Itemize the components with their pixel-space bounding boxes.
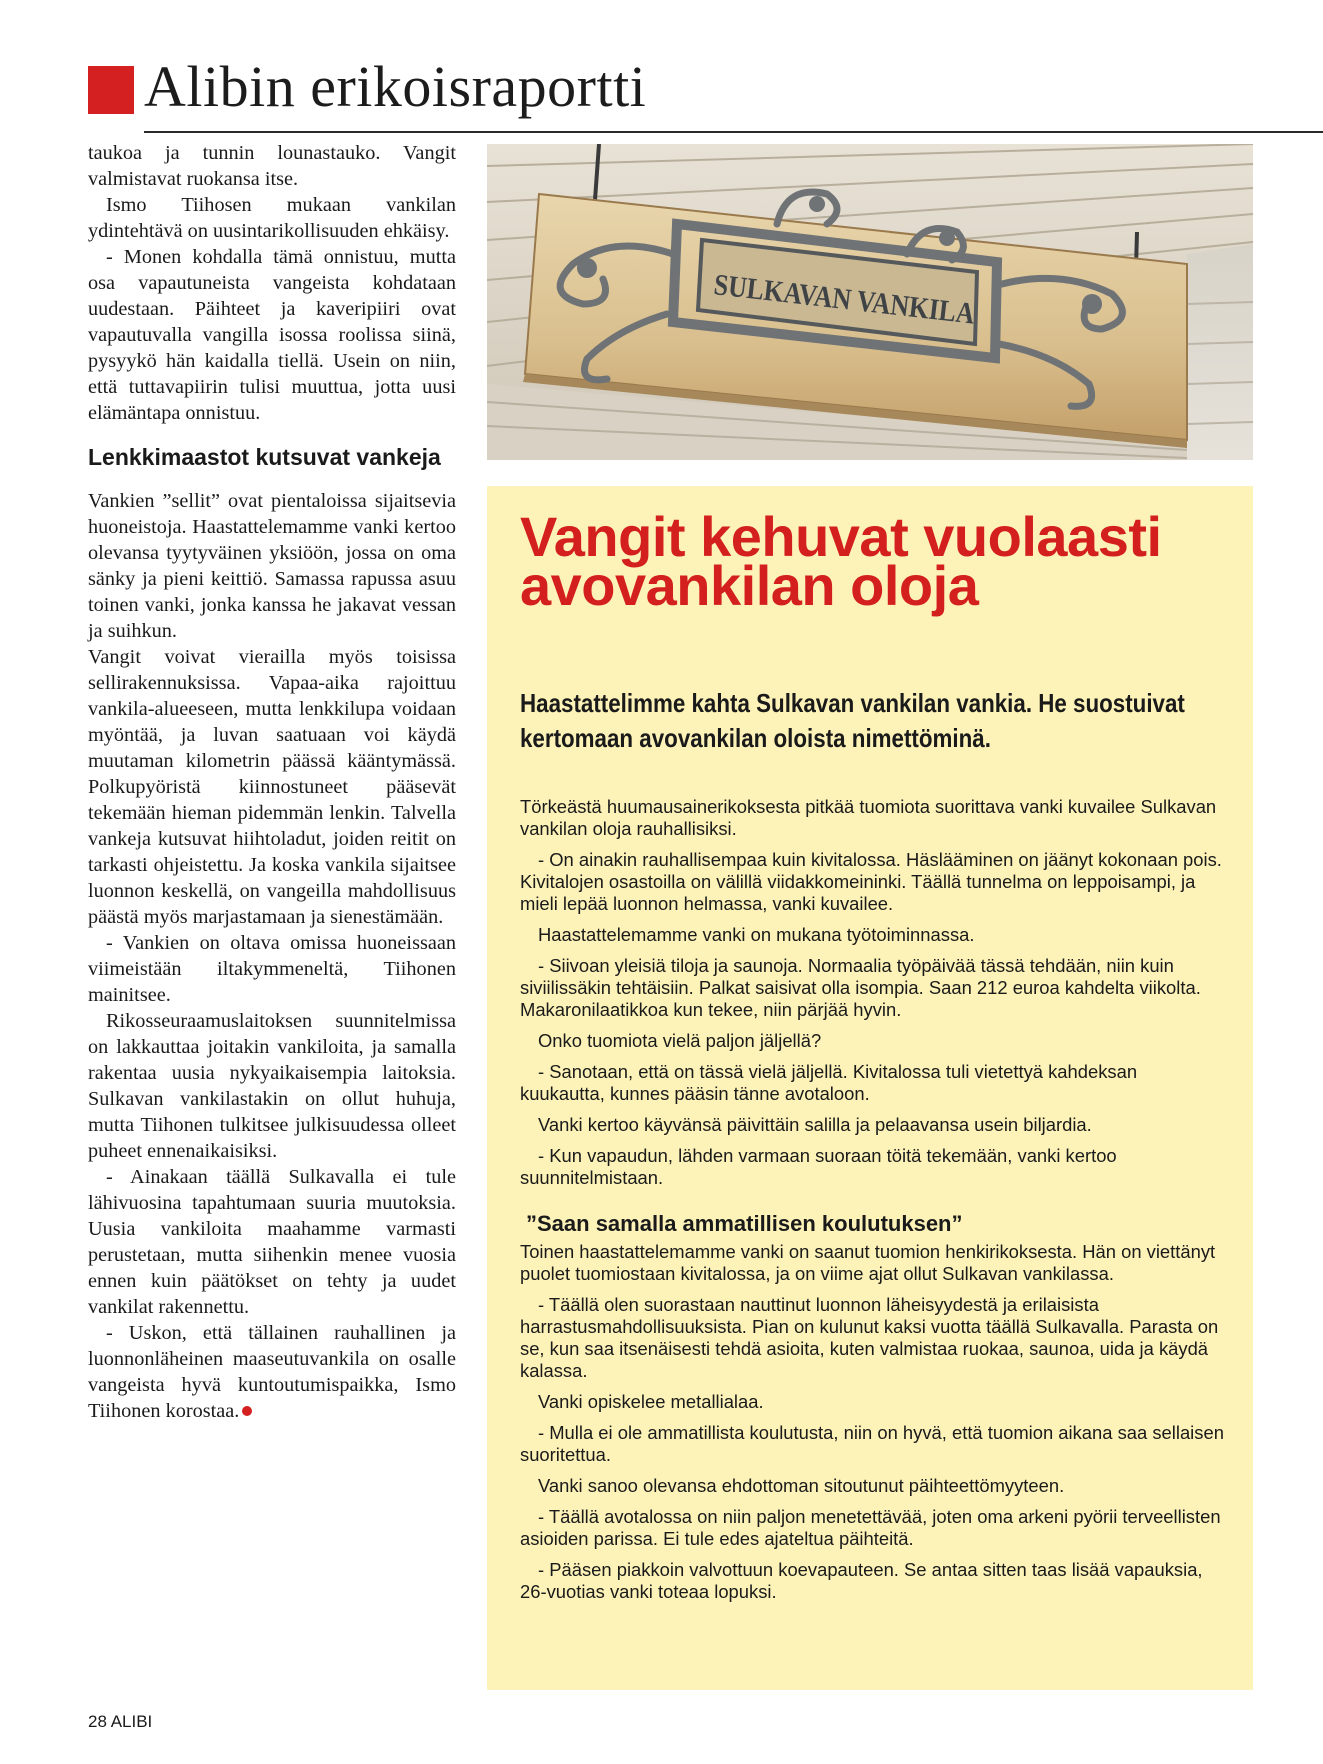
paragraph: Törkeästä huumausainerikoksesta pitkää tuomiota suorittava vanki kuvailee Sulkavan vankilan oloja rauhallisiksi. bbox=[520, 796, 1217, 839]
paragraph: - Monen kohdalla tämä onnistuu, mutta osa vapautuneista vangeista kohdataan uudestaan. Päihteet ja kaveripiiri ovat vapautuvalla vangilla isossa roolissa siinä, pysyykö hän kaidalla tiellä. Usein on niin, että tuttavapiirin tulisi muuttua, jotta uusi elämäntapa onnistuu. bbox=[88, 246, 456, 424]
paragraph: Ismo Tiihosen mukaan vankilan ydintehtävä on uusintarikollisuuden ehkäisy. bbox=[88, 194, 456, 242]
left-column-article bbox=[88, 140, 456, 1424]
sidebar-body bbox=[520, 796, 1225, 1612]
prison-sign-photo bbox=[487, 144, 1253, 460]
paragraph: - Siivoan yleisiä tiloja ja saunoja. Normaalia työpäivää tässä tehdään, niin kuin siviilissäkin tehtäisiin. Palkat saisivat olla isompia. Saan 212 euroa kahdelta viikolta. Makaronilaatikkoa kun tekee, niin pärjää hyvin. bbox=[520, 955, 1201, 1020]
paragraph: Onko tuomiota vielä paljon jäljellä? bbox=[538, 1030, 822, 1051]
paragraph-text: - Uskon, että tällainen rauhallinen ja luonnonläheinen maaseutuvankila on osalle vangeista hyvä kuntoutumispaikka, Ismo Tiihonen korostaa. bbox=[88, 1322, 456, 1422]
paragraph: - Vankien on oltava omissa huoneissaan viimeistään iltakymmeneltä, Tiihonen mainitsee. bbox=[88, 932, 456, 1006]
paragraph: Haastattelemamme vanki on mukana työtoiminnassa. bbox=[538, 924, 975, 945]
sidebar-headline: Vangit kehuvat vuolaasti avovankilan oloja bbox=[520, 505, 1162, 617]
paragraph: - Täällä avotalossa on niin paljon menetettävää, joten oma arkeni pyörii terveellisten asioiden parissa. Ei tule edes ajateltua päihteitä. bbox=[520, 1506, 1221, 1549]
paragraph: Vangit voivat vierailla myös toisissa sellirakennuksissa. Vapaa-aika rajoittuu vankila-alueeseen, mutta lenkkilupa voidaan myöntää, ja luvan saatuaan voi käydä muutaman kilometrin päässä kääntymässä. Polkupyöristä kiinnostuneet pääsevät tekemään hieman pidemmän lenkin. Talvella vankeja kutsuvat hiihtoladut, joiden reitit on tarkasti ohjeistettu. Ja koska vankila sijaitsee luonnon keskellä, on vangeilla mahdollisuus päästä myös marjastamaan ja sienestämään. bbox=[88, 646, 456, 928]
paragraph: - Pääsen piakkoin valvottuun koevapauteen. Se antaa sitten taas lisää vapauksia, 26-vuotias vanki toteaa lopuksi. bbox=[520, 1559, 1203, 1602]
end-mark-icon bbox=[242, 1406, 252, 1416]
paragraph: - Täällä olen suorastaan nauttinut luonnon läheisyydestä ja erilaisista harrastusmahdollisuuksista. Pian on kulunut kaksi vuotta täällä Sulkavalla. Parasta on se, kun saa itsenäisesti tehdä asioita, kuten valmistaa ruokaa, saunoa, uida ja käydä kalassa. bbox=[520, 1294, 1219, 1381]
sidebar-subheading: ”Saan samalla ammatillisen koulutuksen” bbox=[526, 1211, 963, 1236]
paragraph: Vankien ”sellit” ovat pientaloissa sijaitsevia huoneistoja. Haastattelemamme vanki kertoo olevansa tyytyväinen yksiöön, jossa on oma sänky ja pieni keittiö. Samassa rapussa asuu toinen vanki, jonka kanssa he jakavat vessan ja suihkun. bbox=[88, 490, 456, 642]
paragraph: - Ainakaan täällä Sulkavalla ei tule lähivuosina tapahtumaan suuria muutoksia. Uusia vankiloita maahamme varmasti perustetaan, mutta siihenkin menee vuosia ennen kuin päätökset on tehty ja uudet vankilat rakennettu. bbox=[88, 1166, 456, 1318]
paragraph: Rikosseuraamuslaitoksen suunnitelmissa on lakkauttaa joitakin vankiloita, ja samalla rakentaa uusia nykyaikaisempia laitoksia. Sulkavan vankilastakin on ollut huhuja, mutta Tiihonen tulkitsee julkisuudessa olleet puheet ennenaikaisiksi. bbox=[88, 1010, 456, 1162]
paragraph: - On ainakin rauhallisempaa kuin kivitalossa. Häslääminen on jäänyt kokonaan pois. Kivitalojen osastoilla on välillä viidakkomeininki. Täällä tunnelma on leppoisampi, ja mieli lepää luonnon helmassa, vanki kuvailee. bbox=[520, 849, 1222, 914]
paragraph: Toinen haastattelemamme vanki on saanut tuomion henkirikoksesta. Hän on viettänyt puolet tuomiostaan kivitalossa, ja on viime ajat ollut Sulkavan vankilassa. bbox=[520, 1241, 1216, 1284]
page-number: 28 ALIBI bbox=[88, 1712, 153, 1731]
section-title: Alibin erikoisraportti bbox=[144, 54, 647, 119]
paragraph: Vanki sanoo olevansa ehdottoman sitoutunut päihteettömyyteen. bbox=[538, 1475, 1065, 1496]
sidebar-lead: Haastattelimme kahta Sulkavan vankilan vankia. He suostuivat kertomaan avovankilan oloista nimettöminä. bbox=[520, 688, 1185, 753]
sign-text: SULKAVAN VANKILA bbox=[712, 268, 1020, 336]
header-rule bbox=[144, 131, 1323, 133]
paragraph: Vanki opiskelee metallialaa. bbox=[538, 1391, 764, 1412]
last-paragraph bbox=[88, 1320, 456, 1424]
interview-sidebar bbox=[487, 486, 1253, 1690]
paragraph: Vanki kertoo käyvänsä päivittäin salilla ja pelaavansa usein biljardia. bbox=[538, 1114, 1092, 1135]
left-subheading: Lenkkimaastot kutsuvat vankeja bbox=[88, 444, 441, 470]
paragraph: - Sanotaan, että on tässä vielä jäljellä. Kivitalossa tuli vietettyä kahdeksan kuukautta, kunnes pääsin tänne avotaloon. bbox=[520, 1061, 1138, 1104]
paragraph: - Kun vapaudun, lähden varmaan suoraan töitä tekemään, vanki kertoo suunnitelmistaan. bbox=[520, 1145, 1117, 1188]
paragraph: - Mulla ei ole ammatillista koulutusta, niin on hyvä, että tuomion aikana saa sellaisen suoritettua. bbox=[520, 1422, 1224, 1465]
paragraph: taukoa ja tunnin lounastauko. Vangit valmistavat ruokansa itse. bbox=[88, 142, 456, 190]
section-marker-square bbox=[88, 66, 134, 114]
